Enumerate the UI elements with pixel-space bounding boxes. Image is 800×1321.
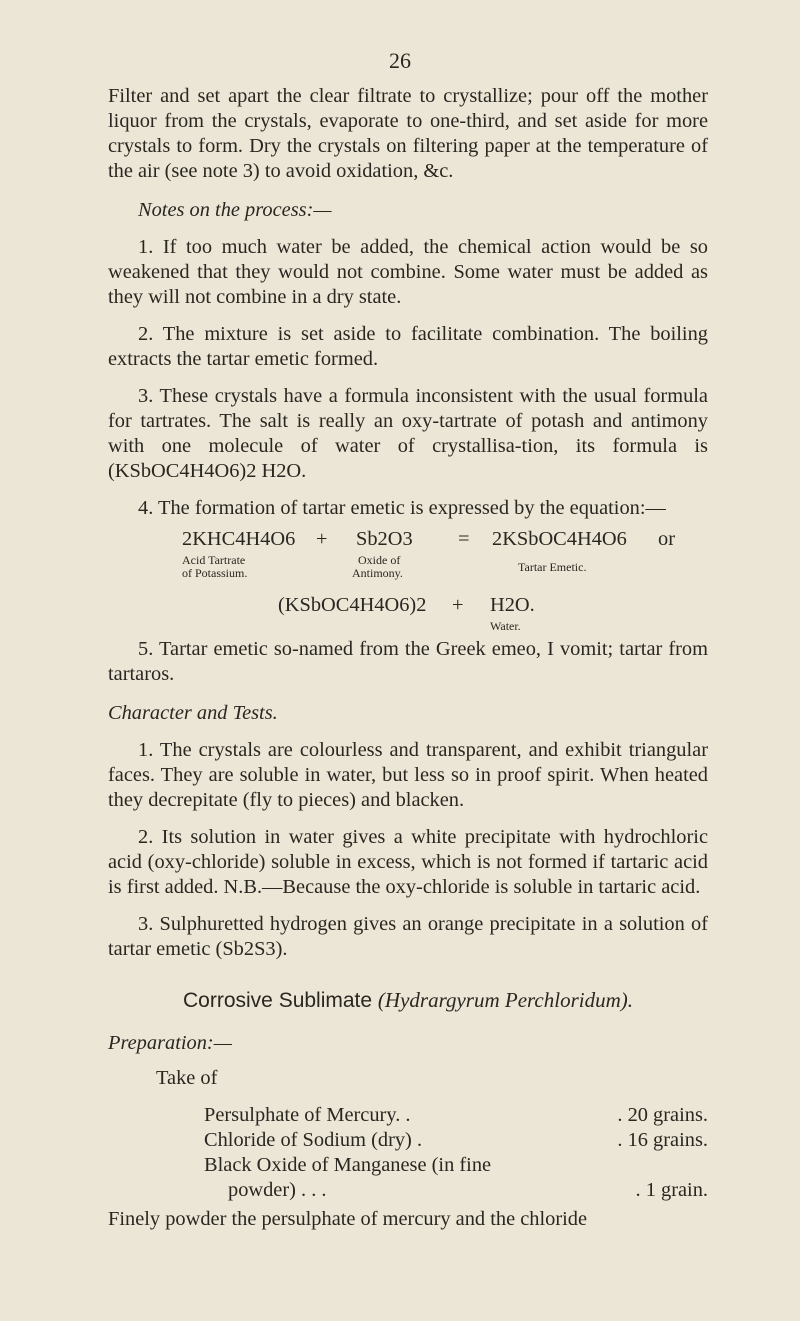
note-2: 2. The mixture is set aside to facilitate combination. The boiling extracts the tartar emetic formed. [108,323,708,370]
eq-term-hydrate: (KSbOC4H4O6)2 [278,594,427,616]
test-2: 2. Its solution in water gives a white precipitate with hydrochloric acid (oxy-chloride) soluble in excess, which is not formed if tartaric acid is first added. N.B.—Because the oxy-chloride is soluble in tartaric acid. [108,826,708,898]
eq-term-acid-tartrate: 2KHC4H4O6 [182,528,296,550]
eq-plus-2: + [452,594,464,616]
intro-paragraph: Filter and set apart the clear filtrate to crystallize; pour off the mother liquor from the crystals, evaporate to one-third, and set aside for more crystals to form. Dry the crystals on filtering paper at the temperature of the air (see note 3) to avoid oxidation, &c. [108,85,708,182]
ingredient-quantity: . 1 grain. [635,1179,708,1201]
character-heading: Character and Tests. [108,702,278,724]
eq-label-oxide-1: Oxide of [358,553,401,567]
page-number: 26 [389,48,411,73]
test-1: 1. The crystals are colourless and transparent, and exhibit triangular faces. They are soluble in water, but less so in proof spirit. When heated they decrepitate (fly to pieces) and blacken. [108,739,708,811]
ingredients-list [204,1103,708,1203]
eq-label-acid-tartrate-2: of Potassium. [182,566,248,580]
eq-or: or [658,528,675,550]
ingredient-name: Persulphate of Mercury. . [204,1104,411,1126]
eq-label-water: Water. [490,619,521,633]
note-3: 3. These crystals have a formula inconsistent with the usual formula for tartrates. The salt is really an oxy-tartrate of potash and antimony with one molecule of water of crystallisa-tion, its formula is (KSbOC4H4O6)2 H2O. [108,385,708,482]
eq-label-acid-tartrate-1: Acid Tartrate [182,553,246,567]
final-line: Finely powder the persulphate of mercury and the chloride [108,1208,588,1230]
take-of: Take of [156,1067,218,1089]
equation [108,527,708,677]
ingredient-name-cont: powder) . . . [228,1179,327,1201]
eq-term-water: H2O. [490,594,535,616]
notes-heading: Notes on the process:— [138,199,332,221]
eq-term-tartar-emetic: 2KSbOC4H4O6 [492,528,627,550]
ingredient-quantity: . 20 grains. [617,1104,708,1126]
eq-equals: = [458,528,470,550]
eq-label-oxide-2: Antimony. [352,566,403,580]
note-1: 1. If too much water be added, the chemical action would be so weakened that they would not combine. Some water must be added as they will not combine in a dry state. [108,236,708,308]
ingredient-name-line: Black Oxide of Manganese (in fine [204,1154,492,1176]
test-3: 3. Sulphuretted hydrogen gives an orange precipitate in a solution of tartar emetic (Sb2S3). [108,913,708,960]
ingredient-quantity: . 16 grains. [617,1129,708,1151]
list-item [204,1128,708,1153]
note-4: 4. The formation of tartar emetic is expressed by the equation:— [138,497,666,519]
eq-label-tartar-emetic: Tartar Emetic. [518,560,587,574]
section-title [108,988,708,1013]
preparation-heading: Preparation:— [108,1032,232,1054]
note-5: 5. Tartar emetic so-named from the Greek emeo, I vomit; tartar from tartaros. [108,638,708,685]
list-item [204,1103,708,1128]
eq-term-oxide: Sb2O3 [356,528,413,550]
section-latin-name: (Hydrargyrum Perchloridum). [377,988,633,1012]
page-body [108,84,708,1232]
eq-plus-1: + [316,528,328,550]
list-item [204,1178,708,1203]
ingredient-name: Chloride of Sodium (dry) . [204,1129,423,1151]
section-title-text: Corrosive Sublimate [183,989,373,1012]
